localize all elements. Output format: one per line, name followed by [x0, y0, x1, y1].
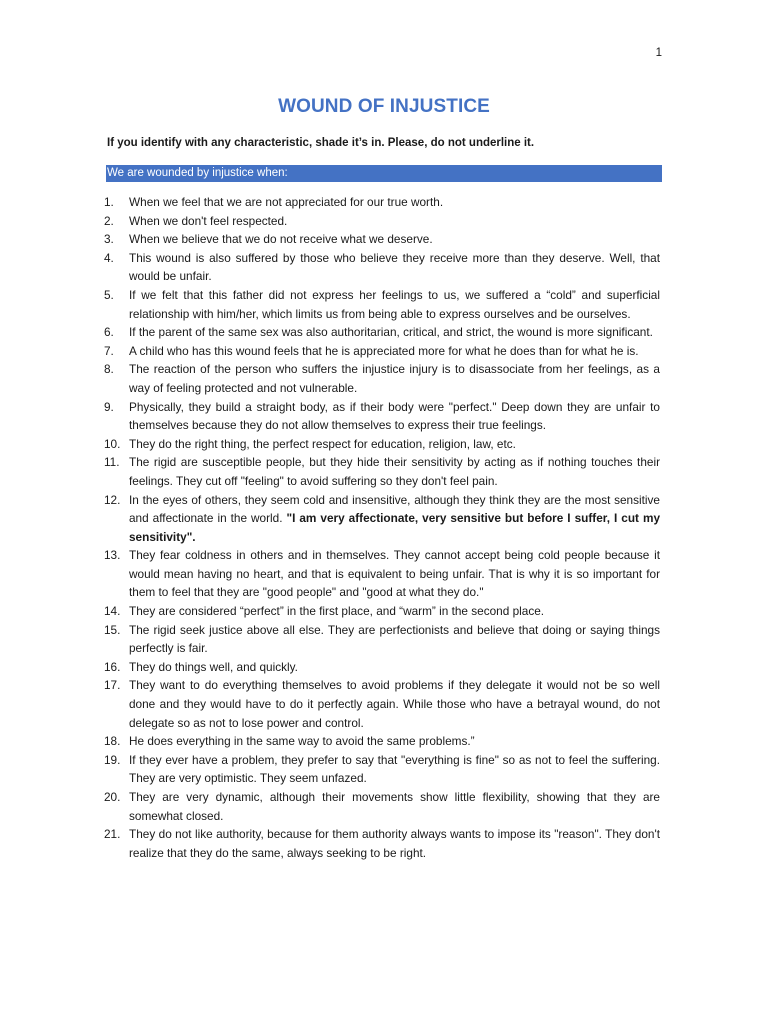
- list-item-number: 16.: [104, 659, 121, 674]
- list-item: [104, 825, 660, 862]
- list-item-number: 5.: [104, 287, 114, 302]
- list-item-text: [129, 214, 287, 228]
- list-item-body: They do the right thing, the perfect respect for education, religion, law, etc.: [129, 436, 516, 451]
- list-item-body: In the eyes of others, they seem cold and insensitive, although they think they are the most sensitive and affectionate in the world.: [129, 492, 660, 526]
- list-item: [104, 193, 660, 212]
- list-item-number: 21.: [104, 827, 121, 842]
- list-item-body: The reaction of the person who suffers the injustice injury is to disassociate from her feelings, as a way of feeling protected and not vulnerable.: [129, 362, 660, 395]
- list-item: [104, 398, 660, 435]
- list-item-text: [129, 678, 660, 729]
- list-item-body: The rigid seek justice above all else. They are perfectionists and believe that doing or saying things perfectly is fair.: [129, 622, 660, 656]
- list-item-text: [129, 734, 475, 748]
- characteristics-list: [104, 193, 660, 862]
- list-item-number: 19.: [104, 752, 121, 767]
- list-item-text: [129, 362, 660, 395]
- list-item-number: 6.: [104, 325, 114, 340]
- list-item-text: [129, 604, 544, 618]
- section-header: We are wounded by injustice when:: [106, 165, 662, 182]
- list-item: [104, 453, 660, 490]
- list-item: [104, 212, 660, 231]
- list-item-body: The rigid are susceptible people, but they hide their sensitivity by acting as if nothing touches their feelings. They cut off "feeling" to avoid suffering so they don't feel pain.: [129, 455, 660, 488]
- list-item-text: [129, 437, 516, 451]
- list-item-body: Physically, they build a straight body, as if their body were "perfect." Deep down they are unfair to themselves because they do not allow themselves to express their true feelings.: [129, 399, 660, 433]
- list-item-body: A child who has this wound feels that he is appreciated more for what he does than for what he is.: [129, 343, 639, 358]
- list-item-body: If they ever have a problem, they prefer to say that "everything is fine" so as not to feel the suffering. They are very optimistic. They seem unfazed.: [129, 752, 660, 786]
- list-item-number: 1.: [104, 195, 114, 209]
- list-item: [104, 286, 660, 323]
- list-item: [104, 732, 660, 751]
- list-item: [104, 249, 660, 286]
- list-item-text: [129, 548, 660, 599]
- list-item-body: If the parent of the same sex was also authoritarian, critical, and strict, the wound is more significant.: [129, 325, 653, 340]
- list-item: [104, 788, 660, 825]
- list-item: [104, 342, 660, 361]
- list-item-number: 20.: [104, 790, 121, 804]
- list-item-number: 14.: [104, 604, 121, 619]
- instruction-text: If you identify with any characteristic, shade it’s in. Please, do not underline it.: [107, 137, 535, 149]
- list-item: [104, 491, 660, 547]
- list-item: [104, 546, 660, 602]
- list-item-body: If we felt that this father did not express her feelings to us, we suffered a “cold” and superficial relationship with him/her, which limits us from being able to express ourselves and be ourselves.: [129, 287, 660, 321]
- list-item: [104, 435, 660, 454]
- list-item-number: 8.: [104, 362, 114, 377]
- list-item-number: 4.: [104, 250, 114, 265]
- list-item: [104, 602, 660, 621]
- list-item-number: 15.: [104, 622, 121, 637]
- page-number: 1: [655, 47, 662, 59]
- list-item-text: [129, 195, 443, 209]
- list-item-number: 11.: [104, 455, 120, 470]
- list-item-text: [129, 827, 660, 860]
- list-item-text: [129, 493, 660, 544]
- list-item-body: When we don't feel respected.: [129, 213, 288, 228]
- list-item-body: They fear coldness in others and in themselves. They cannot accept being cold people because it would mean having no heart, and that is equivalent to being unfair. That is why it is so important for them to feel that they are "good people" and "good at what they do.": [129, 548, 660, 600]
- list-item-text: [129, 251, 660, 284]
- list-item-body: He does everything in the same way to avoid the same problems.”: [129, 734, 475, 749]
- document-title: WOUND OF INJUSTICE: [278, 96, 490, 117]
- list-item-number: 17.: [104, 678, 121, 693]
- list-item: [104, 676, 660, 732]
- list-item-text: [129, 660, 298, 674]
- list-item-text: [129, 623, 660, 656]
- list-item-number: 12.: [104, 492, 121, 507]
- list-item-body: They are very dynamic, although their movements show little flexibility, showing that they are somewhat closed.: [129, 790, 660, 823]
- list-item-text: [129, 288, 660, 321]
- list-item-number: 2.: [104, 213, 114, 228]
- list-item-text: [129, 232, 433, 246]
- list-item-body: This wound is also suffered by those who believe they receive more than they deserve. Well, that would be unfair.: [129, 250, 660, 284]
- list-item-emphasis: "I am very affectionate, very sensitive but before I suffer, I cut my sensitivity".: [129, 511, 660, 544]
- list-item: [104, 621, 660, 658]
- list-item-body: They do things well, and quickly.: [129, 659, 298, 674]
- list-item: [104, 230, 660, 249]
- list-item: [104, 751, 660, 788]
- list-item-number: 7.: [104, 343, 114, 358]
- list-item-body: They are considered “perfect” in the first place, and “warm” in the second place.: [129, 604, 545, 619]
- list-item: [104, 323, 660, 342]
- list-item-text: [129, 753, 660, 786]
- list-item-number: 10.: [104, 436, 121, 451]
- list-item: [104, 360, 660, 397]
- list-item-number: 3.: [104, 232, 114, 247]
- list-item-text: [129, 344, 639, 358]
- list-item-number: 9.: [104, 399, 114, 414]
- list-item-number: 18.: [104, 734, 121, 749]
- list-item-number: 13.: [104, 548, 121, 563]
- list-item-body: They do not like authority, because for them authority always wants to impose its "reason". They don't realize that they do the same, always seeking to be right.: [129, 827, 660, 860]
- list-item-text: [129, 790, 660, 823]
- list-item: [104, 658, 660, 677]
- list-item-text: [129, 455, 660, 488]
- list-item-body: When we believe that we do not receive what we deserve.: [129, 232, 433, 247]
- list-item-body: They want to do everything themselves to avoid problems if they delegate it would not be so well done and they would have to do it perfectly again. While those who have a betrayal wound, do not delegate so as not to lose power and control.: [129, 678, 660, 730]
- list-item-text: [129, 325, 653, 339]
- list-item-body: When we feel that we are not appreciated for our true worth.: [129, 195, 444, 209]
- list-item-text: [129, 400, 660, 433]
